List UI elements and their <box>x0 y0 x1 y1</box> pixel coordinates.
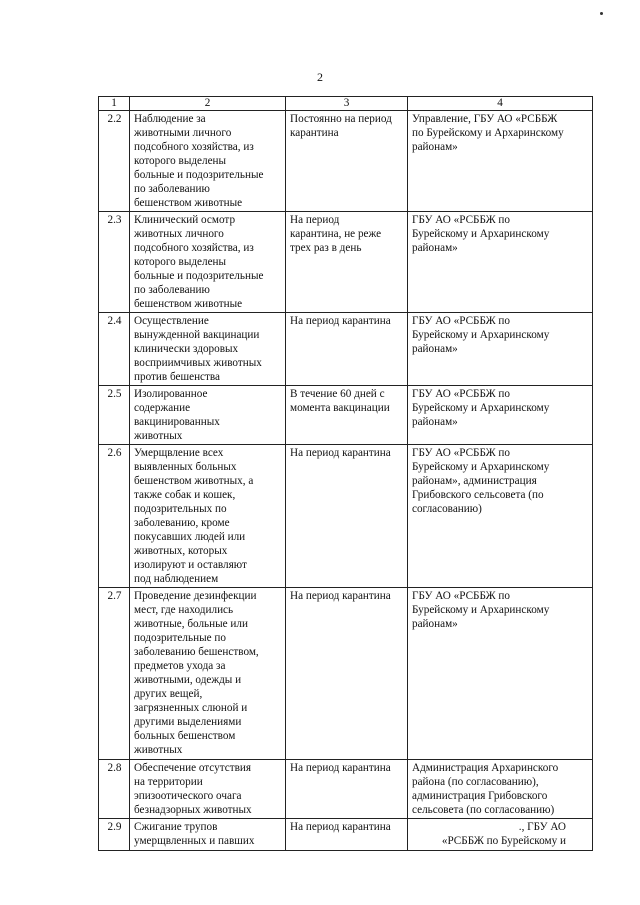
page-number: 2 <box>317 70 323 84</box>
measure-cell: Клинический осмотр животных личного подсобного хозяйства, из которого выделены больные и подозрительные по заболеванию бешенством животные <box>130 212 286 313</box>
period-cell: На период карантина <box>286 313 408 386</box>
period-cell: На период карантина <box>286 445 408 588</box>
measure-cell: Сжигание трупов умерщвленных и павших <box>130 819 286 851</box>
row-number: 2.2 <box>99 111 130 212</box>
period-cell: На период карантина <box>286 588 408 760</box>
header-col-1: 1 <box>99 97 130 111</box>
period-cell: На период карантина <box>286 819 408 851</box>
row-number: 2.8 <box>99 760 130 819</box>
scan-speck <box>600 12 603 15</box>
table-header-row <box>99 97 593 111</box>
period-cell: На период карантина, не реже трех раз в день <box>286 212 408 313</box>
measure-cell: Наблюдение за животными личного подсобного хозяйства, из которого выделены больные и подозрительные по заболеванию бешенством животные <box>130 111 286 212</box>
responsible-cell: ., ГБУ АО «РСББЖ по Бурейскому и <box>408 819 593 851</box>
header-col-3: 3 <box>286 97 408 111</box>
measure-cell: Проведение дезинфекции мест, где находились животные, больные или подозрительные по заболеванию бешенством, предметов ухода за животными, одежды и других вещей, загрязненных слюной и другими выделениями больных бешенством животных <box>130 588 286 760</box>
table-row <box>99 313 593 386</box>
responsible-cell: ГБУ АО «РСББЖ по Бурейскому и Архаринскому районам», администрация Грибовского сельсовета (по согласованию) <box>408 445 593 588</box>
responsible-cell: ГБУ АО «РСББЖ по Бурейскому и Архаринскому районам» <box>408 212 593 313</box>
table-row <box>99 588 593 760</box>
period-cell: На период карантина <box>286 760 408 819</box>
table-row <box>99 212 593 313</box>
table-row <box>99 386 593 445</box>
table-row <box>99 445 593 588</box>
row-number: 2.4 <box>99 313 130 386</box>
responsible-cell: ГБУ АО «РСББЖ по Бурейскому и Архаринскому районам» <box>408 386 593 445</box>
responsible-cell: ГБУ АО «РСББЖ по Бурейскому и Архаринскому районам» <box>408 588 593 760</box>
row-number: 2.6 <box>99 445 130 588</box>
period-cell: В течение 60 дней с момента вакцинации <box>286 386 408 445</box>
measure-cell: Осуществление вынужденной вакцинации клинически здоровых восприимчивых животных против бешенства <box>130 313 286 386</box>
measure-cell: Умерщвление всех выявленных больных бешенством животных, а также собак и кошек, подозрительных по заболеванию, кроме покусавших людей или животных, которых изолируют и оставляют под наблюдением <box>130 445 286 588</box>
measures-table <box>98 96 593 851</box>
header-col-4: 4 <box>408 97 593 111</box>
measure-cell: Обеспечение отсутствия на территории эпизоотического очага безнадзорных животных <box>130 760 286 819</box>
row-number: 2.3 <box>99 212 130 313</box>
row-number: 2.7 <box>99 588 130 760</box>
table-row <box>99 760 593 819</box>
header-col-2: 2 <box>130 97 286 111</box>
table-row <box>99 111 593 212</box>
responsible-cell: Администрация Архаринского района (по согласованию), администрация Грибовского сельсовета (по согласованию) <box>408 760 593 819</box>
measure-cell: Изолированное содержание вакцинированных животных <box>130 386 286 445</box>
responsible-cell: ГБУ АО «РСББЖ по Бурейскому и Архаринскому районам» <box>408 313 593 386</box>
row-number: 2.9 <box>99 819 130 851</box>
responsible-cell: Управление, ГБУ АО «РСББЖ по Бурейскому и Архаринскому районам» <box>408 111 593 212</box>
row-number: 2.5 <box>99 386 130 445</box>
period-cell: Постоянно на период карантина <box>286 111 408 212</box>
table-row <box>99 819 593 851</box>
